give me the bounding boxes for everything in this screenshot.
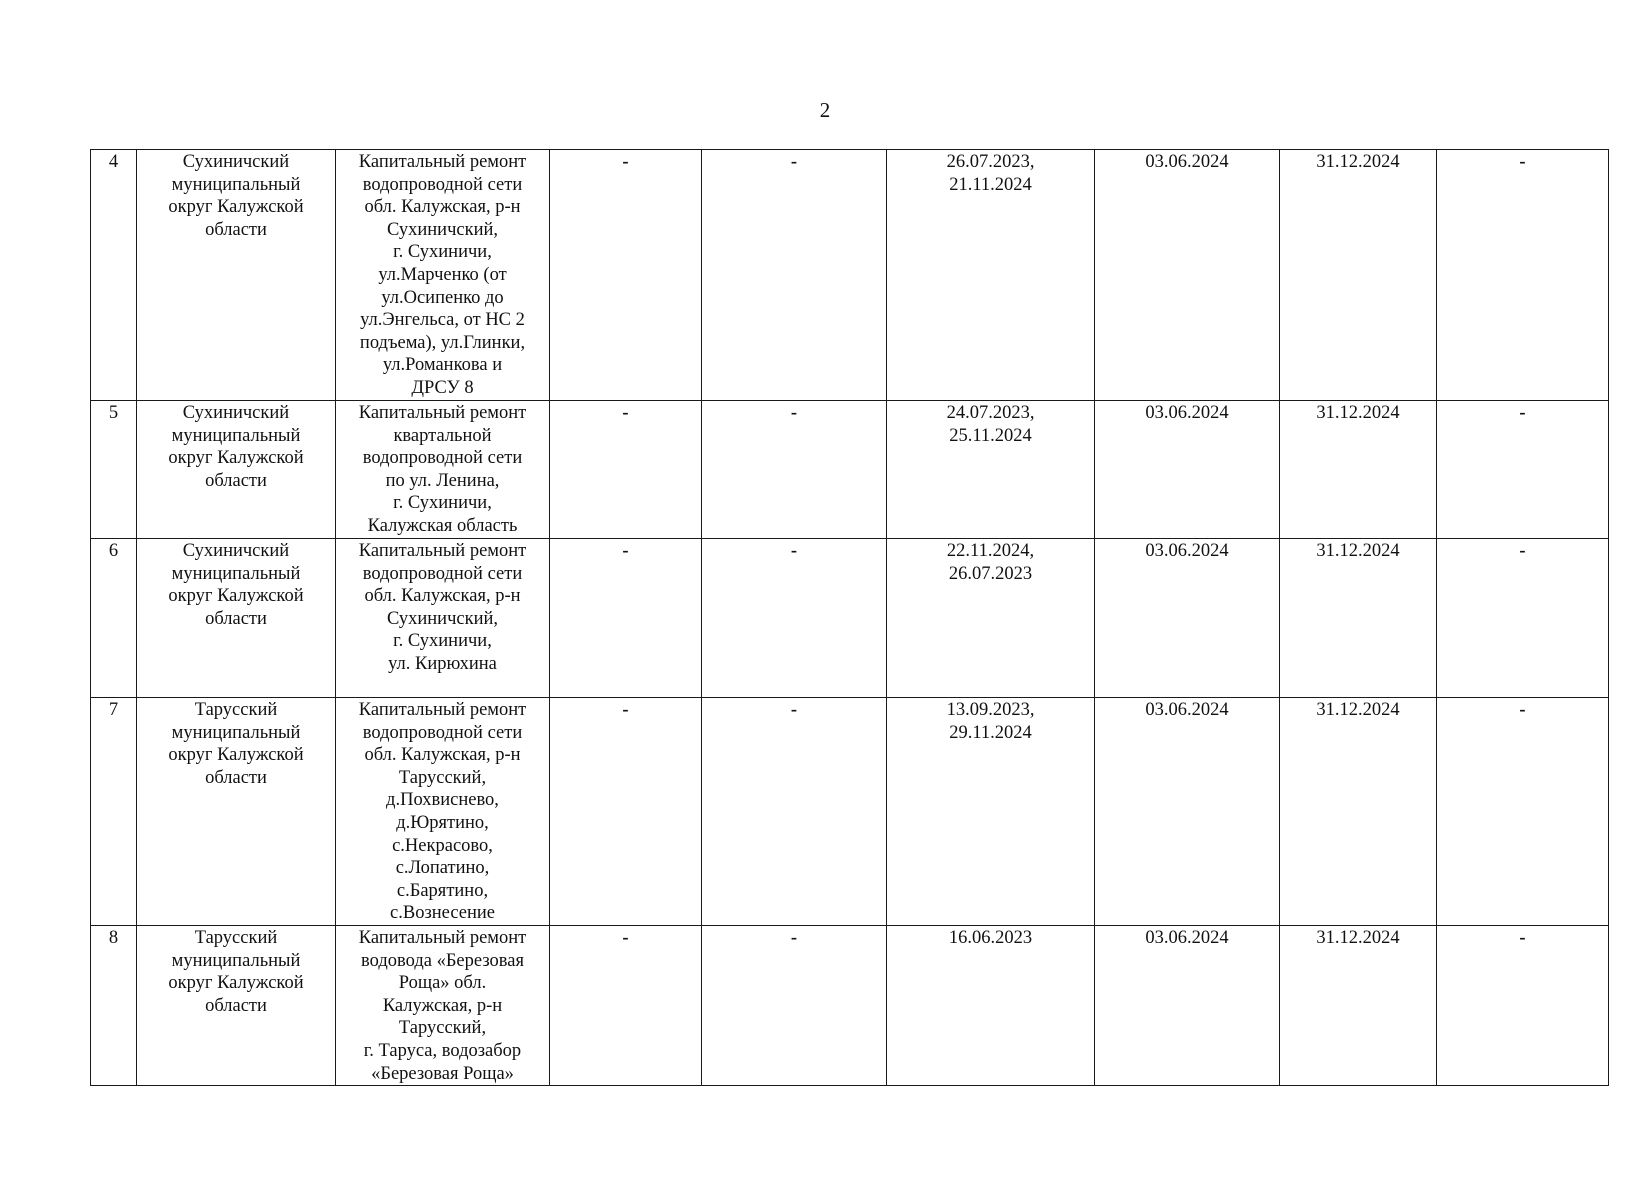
object-description-cell: Капитальный ремонт водопроводной сети обл. Калужская, р-н Сухиничский, г. Сухиничи, ул. Кирюхина [336, 539, 550, 698]
table-row [91, 539, 1609, 698]
start-date-cell: 03.06.2024 [1095, 150, 1280, 401]
dates-cell: 24.07.2023, 25.11.2024 [887, 401, 1095, 539]
column-4-cell: - [550, 539, 702, 698]
end-date-cell: 31.12.2024 [1280, 539, 1437, 698]
object-description-cell: Капитальный ремонт квартальной водопроводной сети по ул. Ленина, г. Сухиничи, Калужская область [336, 401, 550, 539]
column-5-cell: - [702, 401, 887, 539]
table-row [91, 925, 1609, 1085]
end-date-cell: 31.12.2024 [1280, 925, 1437, 1085]
column-9-cell: - [1437, 401, 1609, 539]
municipality-cell: Сухиничский муниципальный округ Калужской области [137, 150, 336, 401]
page-number: 2 [819, 98, 831, 122]
row-number-cell: 5 [91, 401, 137, 539]
dates-cell: 13.09.2023, 29.11.2024 [887, 698, 1095, 926]
column-5-cell: - [702, 150, 887, 401]
row-number-cell: 8 [91, 925, 137, 1085]
municipality-cell: Тарусский муниципальный округ Калужской области [137, 925, 336, 1085]
column-5-cell: - [702, 539, 887, 698]
object-description-cell: Капитальный ремонт водовода «Березовая Роща» обл. Калужская, р-н Тарусский, г. Таруса, водозабор «Березовая Роща» [336, 925, 550, 1085]
table-row [91, 150, 1609, 401]
object-description-cell: Капитальный ремонт водопроводной сети обл. Калужская, р-н Тарусский, д.Похвиснево, д.Юрятино, с.Некрасово, с.Лопатино, с.Барятино, с.Вознесение [336, 698, 550, 926]
column-9-cell: - [1437, 150, 1609, 401]
row-number-cell: 4 [91, 150, 137, 401]
registry-table [90, 149, 1609, 1086]
column-9-cell: - [1437, 925, 1609, 1085]
end-date-cell: 31.12.2024 [1280, 401, 1437, 539]
municipality-cell: Тарусский муниципальный округ Калужской области [137, 698, 336, 926]
start-date-cell: 03.06.2024 [1095, 401, 1280, 539]
table-row [91, 401, 1609, 539]
column-4-cell: - [550, 925, 702, 1085]
municipality-cell: Сухиничский муниципальный округ Калужской области [137, 401, 336, 539]
table-row [91, 698, 1609, 926]
column-9-cell: - [1437, 539, 1609, 698]
row-number-cell: 6 [91, 539, 137, 698]
column-9-cell: - [1437, 698, 1609, 926]
column-4-cell: - [550, 150, 702, 401]
start-date-cell: 03.06.2024 [1095, 539, 1280, 698]
column-4-cell: - [550, 698, 702, 926]
dates-cell: 26.07.2023, 21.11.2024 [887, 150, 1095, 401]
row-number-cell: 7 [91, 698, 137, 926]
start-date-cell: 03.06.2024 [1095, 698, 1280, 926]
dates-cell: 22.11.2024, 26.07.2023 [887, 539, 1095, 698]
end-date-cell: 31.12.2024 [1280, 698, 1437, 926]
dates-cell: 16.06.2023 [887, 925, 1095, 1085]
column-4-cell: - [550, 401, 702, 539]
end-date-cell: 31.12.2024 [1280, 150, 1437, 401]
column-5-cell: - [702, 925, 887, 1085]
municipality-cell: Сухиничский муниципальный округ Калужской области [137, 539, 336, 698]
column-5-cell: - [702, 698, 887, 926]
start-date-cell: 03.06.2024 [1095, 925, 1280, 1085]
object-description-cell: Капитальный ремонт водопроводной сети обл. Калужская, р-н Сухиничский, г. Сухиничи, ул.Марченко (от ул.Осипенко до ул.Энгельса, от НС 2 подъема), ул.Глинки, ул.Романкова и ДРСУ 8 [336, 150, 550, 401]
